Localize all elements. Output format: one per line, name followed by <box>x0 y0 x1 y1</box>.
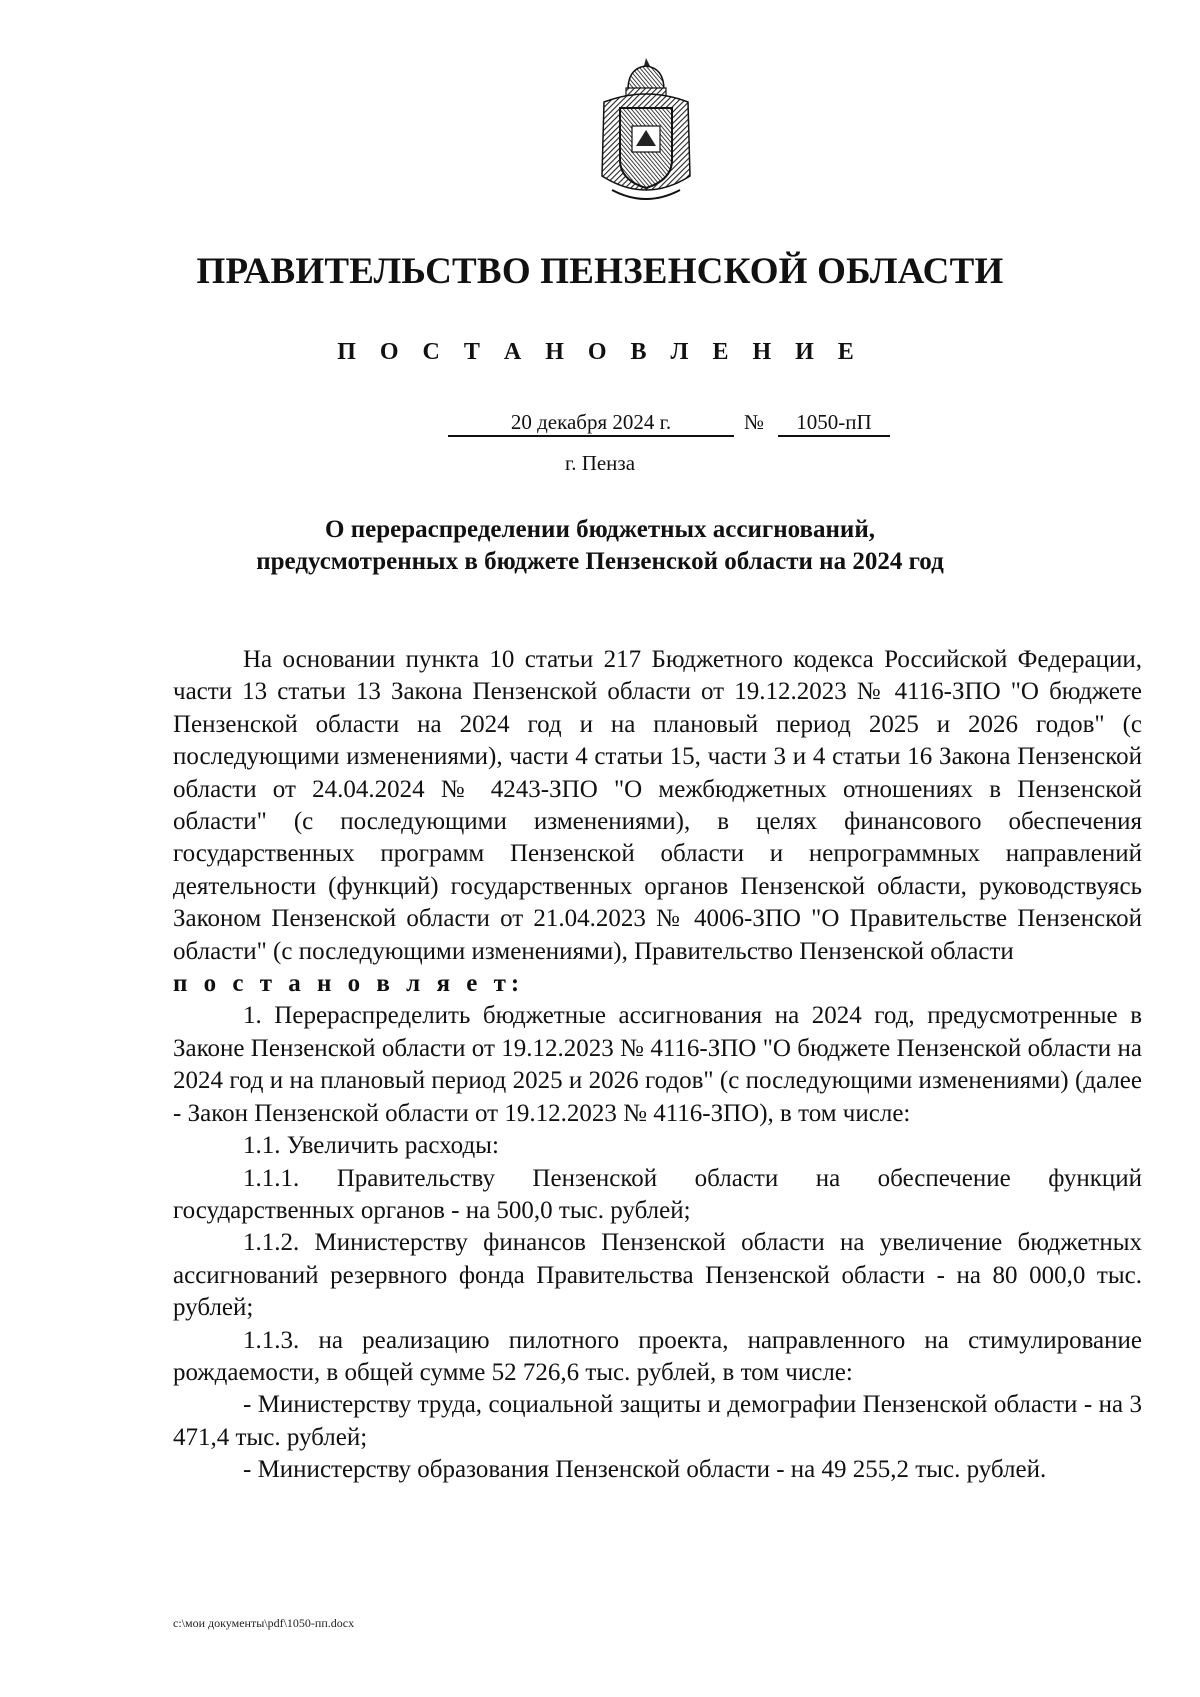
subject-line-2: предусмотренных в бюджете Пензенской области на 2024 год <box>256 548 944 575</box>
item-paragraph: 1. Перераспределить бюджетные ассигнования на 2024 год, предусмотренные в Законе Пензенской области от 19.12.2023 № 4116-ЗПО "О бюджете Пензенской области на 2024 год и на плановый период 2025 и 2026 годов" (с последующими изменениями) (далее - Закон Пензенской области от 19.12.2023 № 4116-ЗПО), в том числе: <box>173 1002 1142 1127</box>
item-paragraph: 1.1.2. Министерству финансов Пензенской области на увеличение бюджетных ассигнований резервного фонда Правительства Пензенской области - на 80 000,0 тыс. рублей; <box>173 1229 1142 1322</box>
coat-of-arms-emblem <box>598 56 694 208</box>
government-title: ПРАВИТЕЛЬСТВО ПЕНЗЕНСКОЙ ОБЛАСТИ <box>196 251 1004 292</box>
preamble-paragraph: На основании пункта 10 статьи 217 Бюджетного кодекса Российской Федерации, части 13 статьи 13 Закона Пензенской области от 19.12.2023 № 4116-ЗПО "О бюджете Пензенской области на 2024 год и на плановый период 2025 и 2026 годов" (с последующими изменениями), части 4 статьи 15, части 3 и 4 статьи 16 Закона Пензенской области от 24.04.2024 № 4243-ЗПО "О межбюджетных отношениях в Пензенской области" (с последующими изменениями), в целях финансового обеспечения государственных программ Пензенской области и непрограммных направлений деятельности (функций) государственных органов Пензенской области, руководствуясь Законом Пензенской области от 21.04.2023 № 4006-ЗПО "О Правительстве Пензенской области" (с последующими изменениями), Правительство Пензенской области <box>173 646 1142 965</box>
decree-date: 20 декабря 2024 г. <box>448 409 734 437</box>
resolves-word: п о с т а н о в л я е т: <box>173 970 525 998</box>
number-sign: № <box>744 410 765 434</box>
item-paragraph: 1.1. Увеличить расходы: <box>243 1132 499 1160</box>
item-paragraph: - Министерству образования Пензенской области - на 49 255,2 тыс. рублей. <box>243 1456 1047 1484</box>
resolves-paragraph <box>173 968 1142 1000</box>
item-paragraph: 1.1.3. на реализацию пилотного проекта, направленного на стимулирование рождаемости, в общей сумме 52 726,6 тыс. рублей, в том числе: <box>173 1326 1142 1386</box>
subject-line-1: О перераспределении бюджетных ассигнований, <box>325 516 875 543</box>
decree-subject <box>0 514 1200 578</box>
city: г. Пенза <box>564 451 636 475</box>
item-paragraph: - Министерству труда, социальной защиты и демографии Пензенской области - на 3 471,4 тыс. рублей; <box>173 1391 1142 1451</box>
document-type-title: П О С Т А Н О В Л Е Н И Е <box>337 339 863 365</box>
decree-body <box>173 644 1142 1487</box>
footer-file-path: c:\мои документы\pdf\1050-пп.docx <box>173 1616 355 1630</box>
decree-number: 1050-пП <box>778 409 890 437</box>
item-paragraph: 1.1.1. Правительству Пензенской области на обеспечение функций государственных органов - на 500,0 тыс. рублей; <box>173 1164 1142 1224</box>
